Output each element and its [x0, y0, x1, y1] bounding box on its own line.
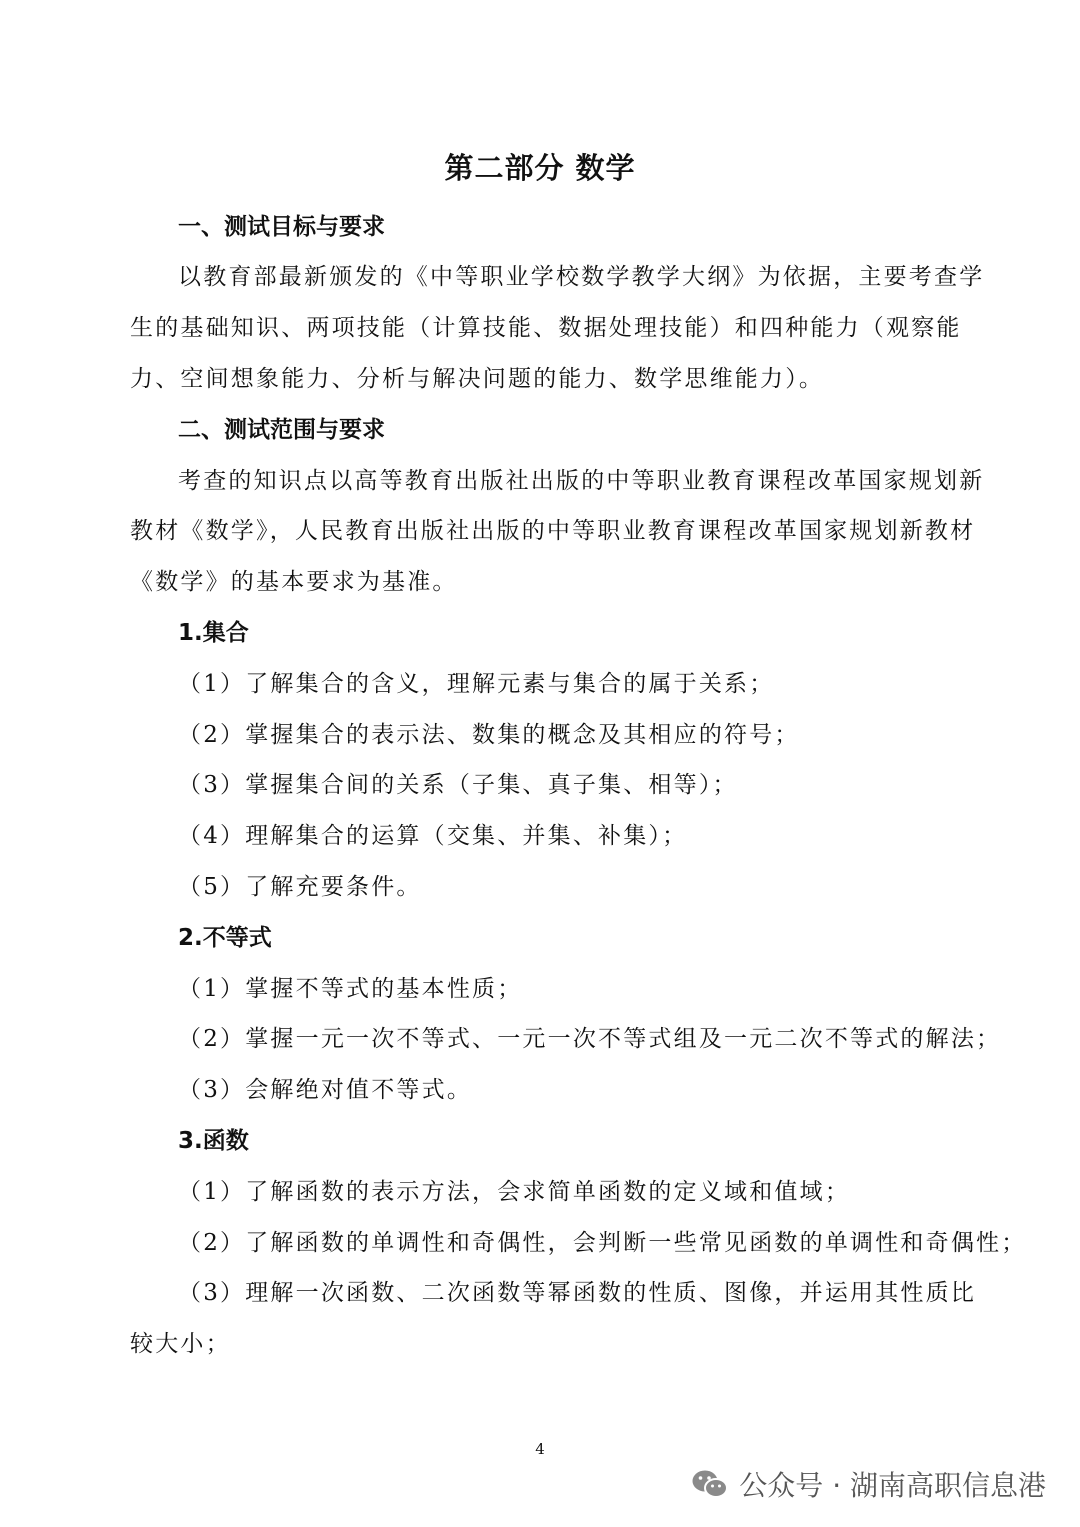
paragraph-line: 《数学》的基本要求为基准。	[130, 569, 458, 595]
section-heading-scope: 二、测试范围与要求	[178, 417, 385, 443]
list-item: （3）会解绝对值不等式。	[178, 1077, 473, 1103]
topic-heading-inequalities: 2.不等式	[178, 925, 272, 951]
list-item: （2）了解函数的单调性和奇偶性，会判断一些常见函数的单调性和奇偶性；	[178, 1230, 1027, 1256]
topic-heading-sets: 1.集合	[178, 620, 249, 646]
paragraph-line: 力、空间想象能力、分析与解决问题的能力、数学思维能力）。	[130, 366, 825, 392]
page-title: 第二部分 数学	[444, 151, 636, 185]
paragraph-line: 生的基础知识、两项技能（计算技能、数据处理技能）和四种能力（观察能	[130, 315, 962, 341]
list-item: （1）掌握不等式的基本性质；	[178, 976, 523, 1002]
topic-heading-functions: 3.函数	[178, 1128, 249, 1154]
list-item: （2）掌握一元一次不等式、一元一次不等式组及一元二次不等式的解法；	[178, 1026, 1002, 1052]
list-item: （2）掌握集合的表示法、数集的概念及其相应的符号；	[178, 722, 800, 748]
list-item: （3）掌握集合间的关系（子集、真子集、相等）；	[178, 772, 738, 798]
section-heading-goals: 一、测试目标与要求	[178, 214, 385, 240]
watermark-text: 公众号 · 湖南高职信息港	[739, 1469, 1046, 1502]
list-item: （5）了解充要条件。	[178, 874, 422, 900]
page-number: 4	[535, 1440, 545, 1458]
paragraph-line: 教材《数学》，人民教育出版社出版的中等职业教育课程改革国家规划新教材	[130, 518, 976, 544]
wechat-icon	[691, 1468, 729, 1500]
paragraph-line: 以教育部最新颁发的《中等职业学校数学教学大纲》为依据，主要考查学	[178, 264, 985, 290]
list-item: （3）理解一次函数、二次函数等幂函数的性质、图像，并运用其性质比	[178, 1280, 977, 1306]
list-item: （1）了解集合的含义，理解元素与集合的属于关系；	[178, 671, 775, 697]
list-item: （4）理解集合的运算（交集、并集、补集）；	[178, 823, 688, 849]
list-item: （1）了解函数的表示方法，会求简单函数的定义域和值域；	[178, 1179, 851, 1205]
paragraph-line: 考查的知识点以高等教育出版社出版的中等职业教育课程改革国家规划新	[178, 468, 985, 494]
watermark	[691, 1462, 1046, 1506]
list-item-continuation: 较大小；	[130, 1331, 231, 1357]
